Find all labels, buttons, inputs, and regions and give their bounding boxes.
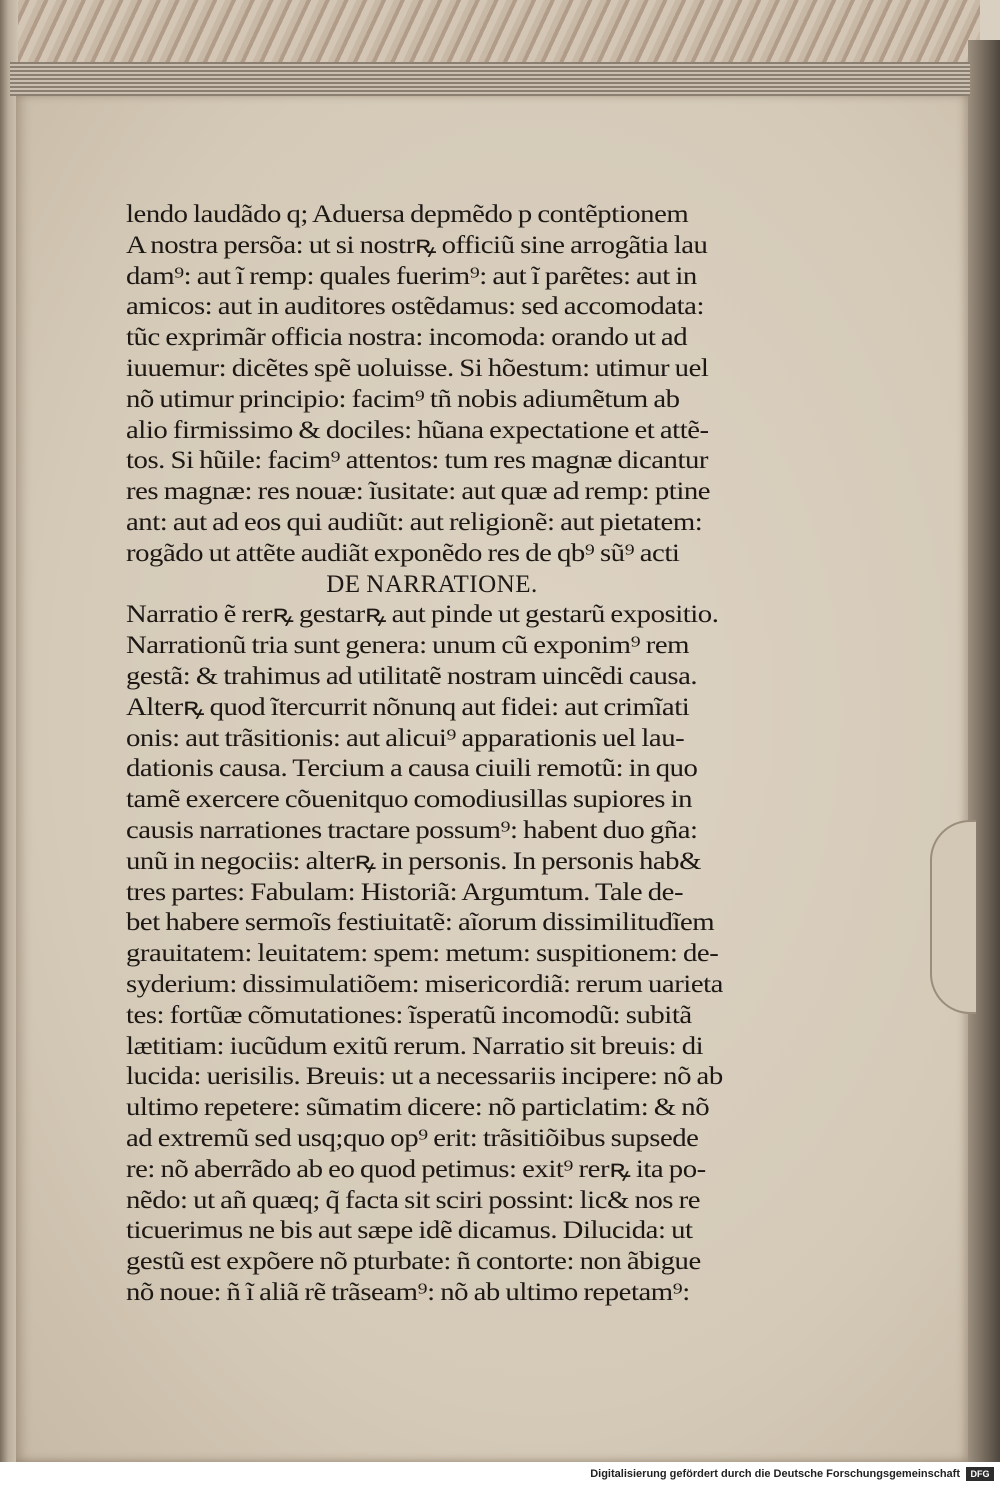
text-line: iuuemur: dicẽtes spẽ uoluisse. Si hõestum: utimur uel bbox=[126, 354, 709, 382]
text-line: lucida: uerisilis. Breuis: ut a necessariis incipere: nõ ab bbox=[126, 1063, 723, 1091]
dfg-logo: DFG bbox=[966, 1467, 994, 1481]
text-line: lendo laudãdo q; Aduersa depmẽdo p contẽptionem bbox=[126, 201, 689, 228]
text-line: nẽdo: ut añ quæq; q̃ facta sit sciri possint: lic& nos re bbox=[126, 1186, 701, 1214]
section-heading: DE NARRATIONE. bbox=[326, 570, 538, 598]
incunable-text-block bbox=[126, 200, 738, 1309]
text-line: lætitiam: iucũdum exitũ rerum. Narratio sit breuis: di bbox=[126, 1032, 704, 1060]
text-line: A nostra persõa: ut si nostrꝶ officiũ sine arrogãtia lau bbox=[126, 231, 708, 259]
text-line: dam⁹: aut ĩ remp: quales fuerim⁹: aut ĩ parẽtes: aut in bbox=[126, 262, 697, 290]
book-cover-top-edge bbox=[0, 0, 980, 65]
page-block-edge bbox=[10, 62, 970, 96]
text-line: syderium: dissimulatiõem: misericordiã: rerum uarieta bbox=[126, 970, 723, 998]
text-line: tres partes: Fabulam: Historiã: Argumtum. Tale de- bbox=[126, 878, 684, 906]
text-line: rogãdo ut attẽte audiãt exponẽdo res de qb⁹ sũ⁹ acti bbox=[126, 539, 680, 567]
leaf-tab bbox=[930, 820, 976, 1014]
text-line: gestã: & trahimus ad utilitatẽ nostram uincẽdi causa. bbox=[126, 662, 698, 690]
text-line: Narrationũ tria sunt genera: unum cũ exponim⁹ rem bbox=[126, 632, 690, 660]
text-line: res magnæ: res nouæ: ĩusitate: aut quæ ad remp: ptine bbox=[126, 478, 711, 506]
text-line: dationis causa. Tercium a causa ciuili remotũ: in quo bbox=[126, 755, 698, 783]
text-line: tamẽ exercere cõuenitquo comodiusillas supiores in bbox=[126, 786, 693, 814]
text-line: grauitatem: leuitatem: spem: metum: suspitionem: de- bbox=[126, 940, 719, 968]
text-line: ant: aut ad eos qui audiũt: aut religionẽ: aut pietatem: bbox=[126, 508, 703, 536]
text-line: causis narrationes tractare possum⁹: habent duo gña: bbox=[126, 816, 698, 844]
text-line: Narratio ẽ rerꝶ gestarꝶ aut pinde ut gestarũ expositio. bbox=[126, 601, 719, 629]
book-fore-edge bbox=[968, 40, 1000, 1462]
text-line: nõ noue: ñ ĩ aliã rẽ trãseam⁹: nõ ab ultimo repetam⁹: bbox=[126, 1278, 690, 1306]
text-line: bet habere sermoĩs festiuitatẽ: aĩorum dissimilitudĩem bbox=[126, 909, 715, 937]
text-line: nõ utimur principio: facim⁹ tñ nobis adiumẽtum ab bbox=[126, 385, 680, 413]
footer-bar bbox=[0, 1462, 1000, 1488]
text-line: alio firmissimo & dociles: hũana expectatione et attẽ- bbox=[126, 416, 709, 444]
text-line: Alterꝶ quod ĩtercurrit nõnunq aut fidei: aut crimĩati bbox=[126, 693, 690, 721]
text-line: onis: aut trãsitionis: aut alicui⁹ apparationis uel lau- bbox=[126, 724, 685, 752]
text-line: ad extremũ sed usq;quo op⁹ erit: trãsitiõibus supsede bbox=[126, 1124, 699, 1152]
text-line: re: nõ aberrãdo ab eo quod petimus: exit⁹ rerꝶ ita po- bbox=[126, 1155, 706, 1183]
text-line: tes: fortũæ cõmutationes: ĩsperatũ incomodũ: subitã bbox=[126, 1001, 692, 1029]
text-line: ultimo repetere: sũmatim dicere: nõ particlatim: & nõ bbox=[126, 1094, 710, 1122]
text-line: tũc exprimãr officia nostra: incomoda: orando ut ad bbox=[126, 324, 688, 352]
text-line: gestũ est expõere nõ pturbate: ñ contorte: non ãbigue bbox=[126, 1248, 701, 1276]
funding-credit: Digitalisierung gefördert durch die Deutsche Forschungsgemeinschaft bbox=[590, 1468, 960, 1480]
text-line: tos. Si hũile: facim⁹ attentos: tum res magnæ dicantur bbox=[126, 447, 709, 475]
text-line: amicos: aut in auditores ostẽdamus: sed accomodata: bbox=[126, 293, 705, 321]
text-line: unũ in negociis: alterꝶ in personis. In personis hab& bbox=[126, 847, 701, 875]
text-line: ticuerimus ne bis aut sæpe idẽ dicamus. Dilucida: ut bbox=[126, 1217, 693, 1245]
